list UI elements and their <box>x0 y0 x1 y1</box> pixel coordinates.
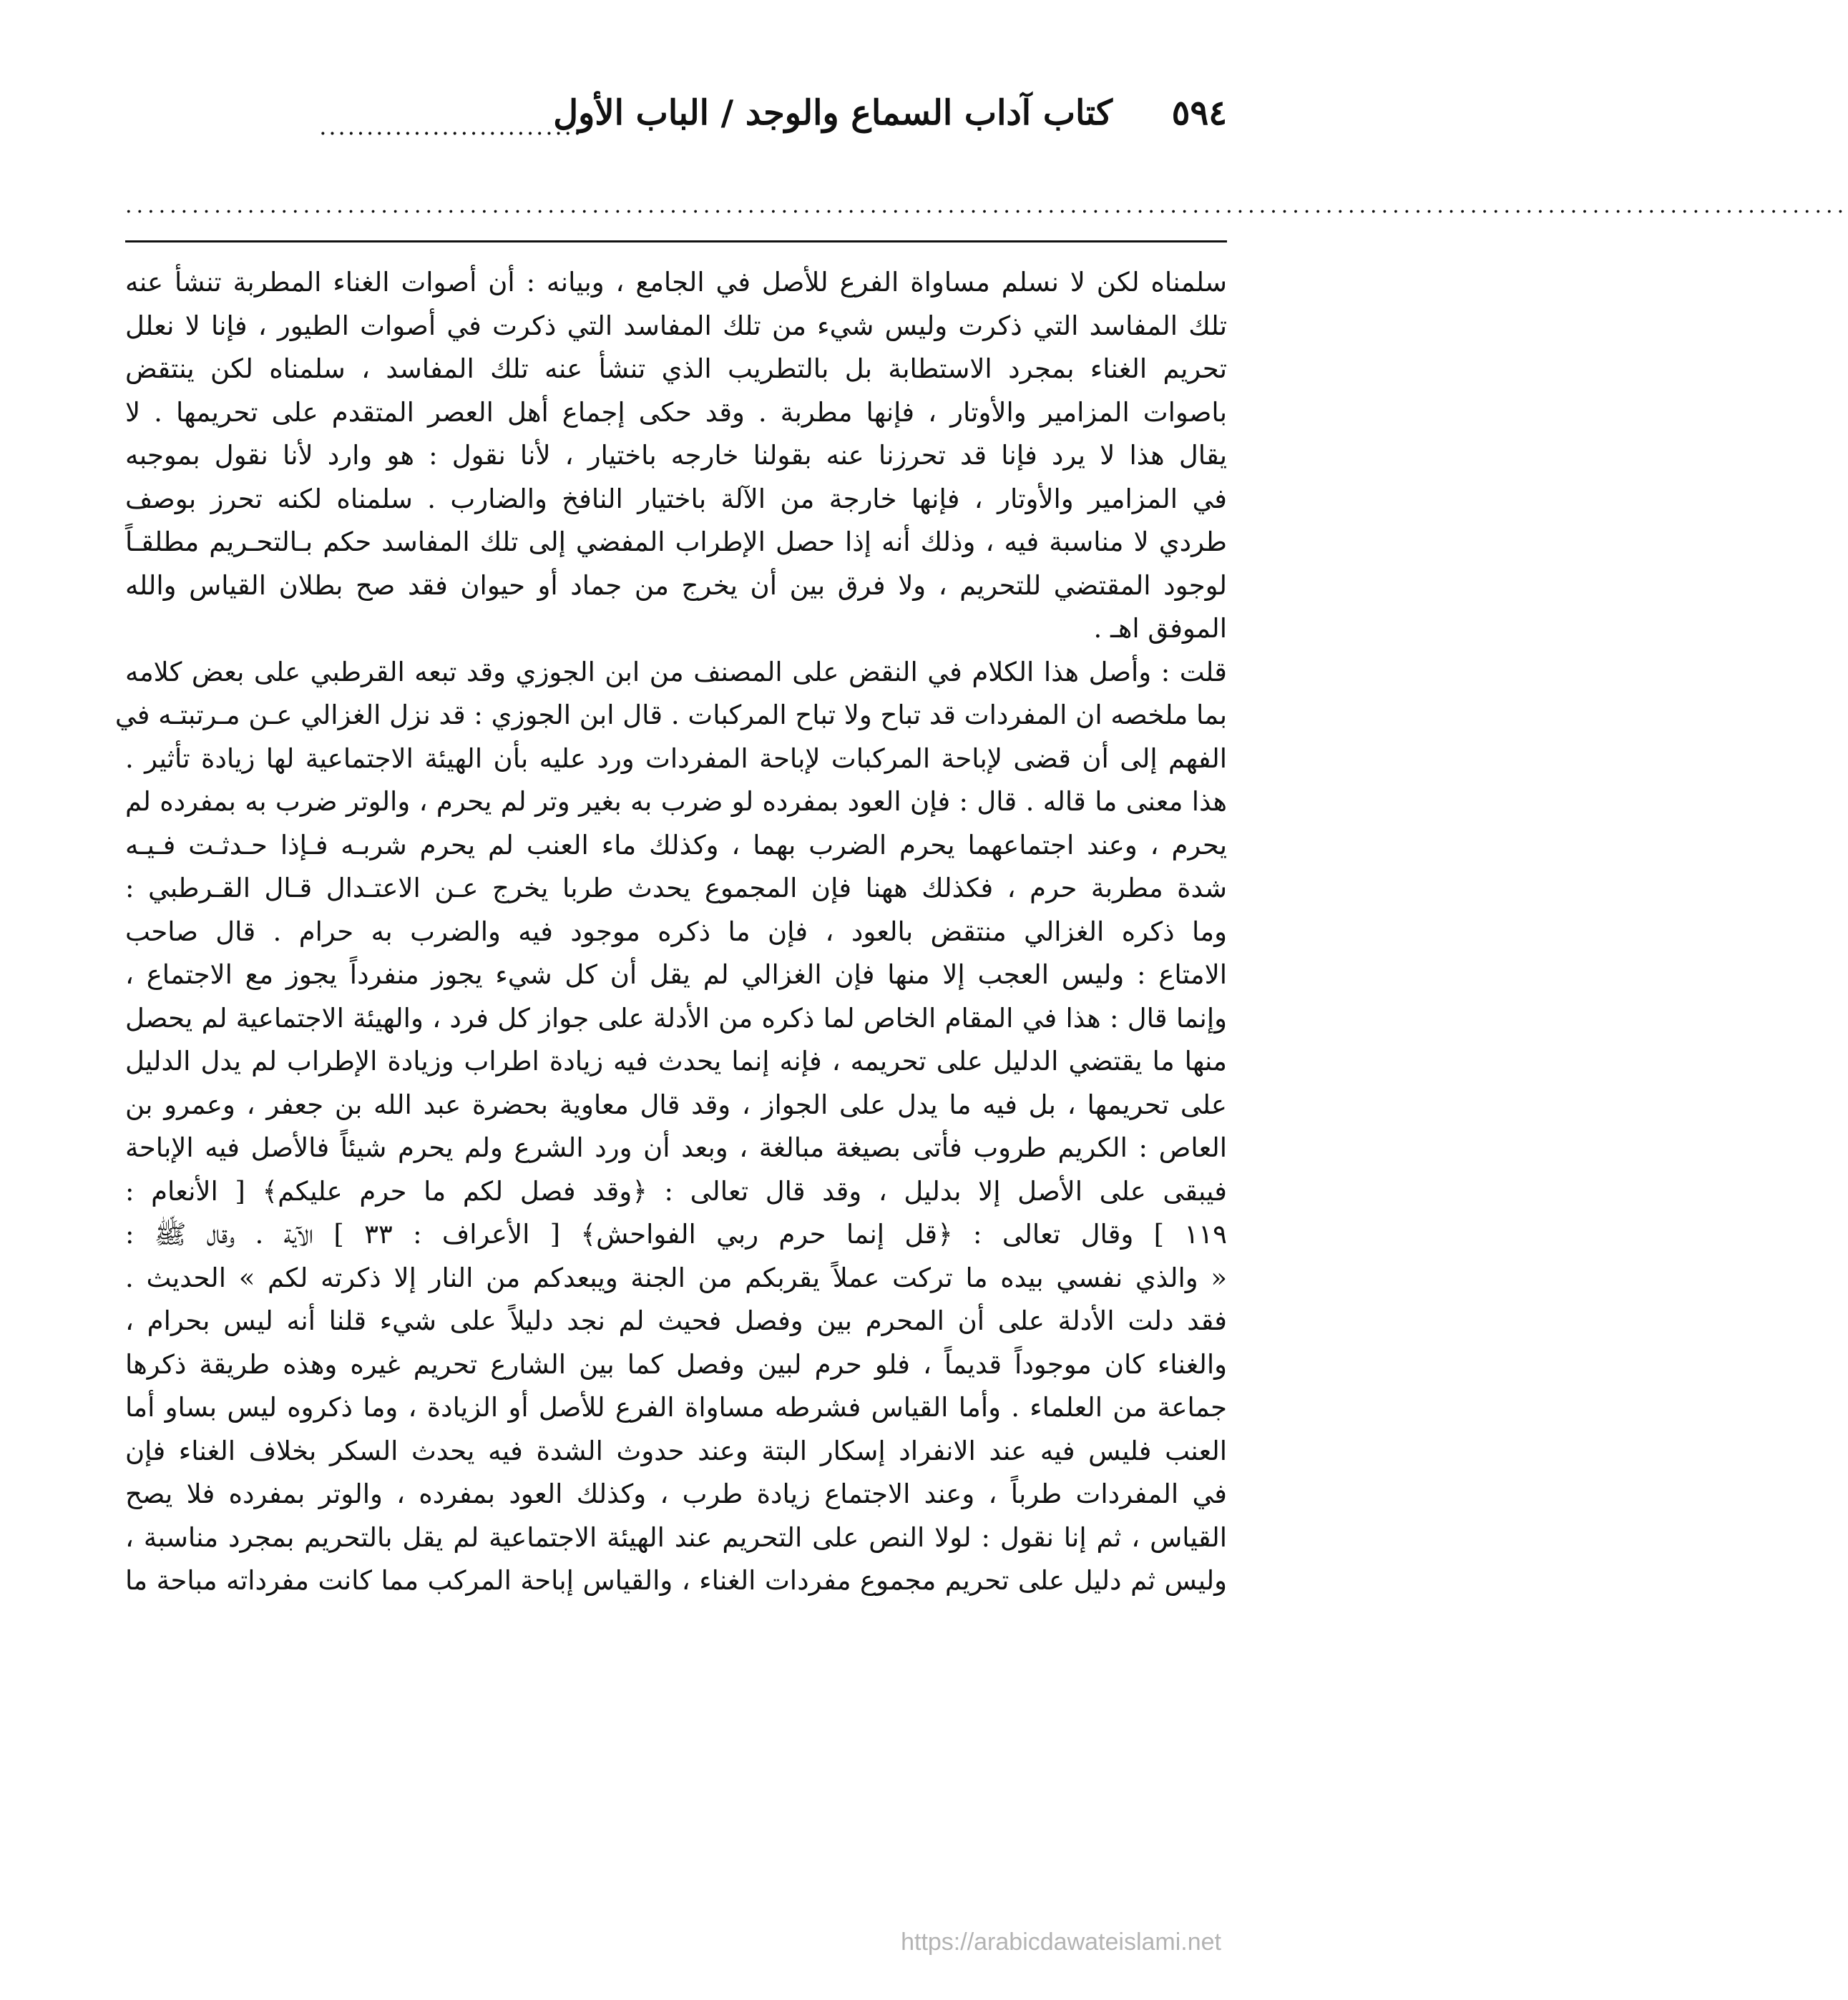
body-line: الامتاع : وليس العجب إلا منها فإن الغزالي لم يقل أن كل شيء يجوز منفرداً يجوز مع الاجتماع ، <box>125 959 1227 990</box>
body-line: طردي لا مناسبة فيه ، وذلك أنه إذا حصل الإطراب المفضي إلى تلك المفاسد حكم بـالتحـريم مطلقـاً <box>125 526 1227 557</box>
page-header <box>125 93 1227 157</box>
body-line: منها ما يقتضي الدليل على تحريمه ، فإنه إنما يحدث فيه زيادة اطراب وزيادة الإطراب لم يدل الدليل <box>125 1046 1227 1077</box>
body-line: وإنما قال : هذا في المقام الخاص لما ذكره من الأدلة على جواز كل فرد ، والهيئة الاجتماعية لم يحصل <box>125 1002 1227 1034</box>
body-line: على تحريمها ، بل فيه ما يدل على الجواز ، وقد قال معاوية بحضرة عبد الله بن جعفر ، وعمرو بن <box>125 1089 1227 1120</box>
body-line: شدة مطربة حرم ، فكذلك ههنا فإن المجموع يحدث طربا يخرج عـن الاعتـدال قـال القـرطبي : <box>125 873 1227 903</box>
body-line: ١١٩ ] وقال تعالى : ﴿قل إنما حرم ربي الفواحش﴾ [ الأعراف : ٣٣ ] الآية . وقال ﷺ : <box>125 1219 1227 1250</box>
body-line: وليس ثم دليل على تحريم مجموع مفردات الغناء ، والقياس إباحة المركب مما كانت مفرداته مباحة ما <box>125 1565 1227 1596</box>
source-watermark: https://arabicdawateislami.net <box>901 1928 1221 1956</box>
running-title: كتاب آداب السماع والوجد / الباب الأول <box>553 93 1113 133</box>
dotted-separator: ........................................................................................................................................................... <box>125 193 1848 218</box>
header-leader-dots: ............................ <box>319 113 583 140</box>
body-line: في المزامير والأوتار ، فإنها خارجة من الآلة باختيار النافخ والضارب . سلمناه لكنه تحرز بوصف <box>125 483 1227 514</box>
body-line: الفهم إلى أن قضى لإباحة المركبات لإباحة المفردات ورد عليه بأن الهيئة الاجتماعية لها زيادة تأثير . <box>125 742 1227 774</box>
body-line: وما ذكره الغزالي منتقض بالعود ، فإن ما ذكره موجود فيه والضرب به حرام . قال صاحب <box>125 916 1227 947</box>
body-line: يقال هذا لا يرد فإنا قد تحرزنا عنه بقولنا خارجه باختيار ، لأنا نقول : هو وارد لأنا نقول بموجبه <box>125 440 1227 471</box>
body-line: « والذي نفسي بيده ما تركت عملاً يقربكم من الجنة ويبعدكم من النار إلا ذكرته لكم » الحديث . <box>125 1262 1227 1293</box>
body-line: بما ملخصه ان المفردات قد تباح ولا تباح المركبات . قال ابن الجوزي : قد نزل الغزالي عـن مـرتبتـه في <box>114 700 1227 730</box>
body-line: العنب فليس فيه عند الانفراد إسكار البتة وعند حدوث الشدة فيه يحدث السكر بخلاف الغناء فإن <box>125 1435 1227 1466</box>
body-line: يحرم ، وعند اجتماعهما يحرم الضرب بهما ، وكذلك ماء العنب لم يحرم شربـه فـإذا حـدثـت فـيـه <box>125 829 1227 861</box>
body-line: هذا معنى ما قاله . قال : فإن العود بمفرده لو ضرب به بغير وتر لم يحرم ، والوتر ضرب به بمفرده لم <box>125 786 1227 817</box>
body-line: فيبقى على الأصل إلا بدليل ، وقد قال تعالى : ﴿وقد فصل لكم ما حرم عليكم﴾ [ الأنعام : <box>125 1175 1227 1207</box>
body-line: باصوات المزامير والأوتار ، فإنها مطربة . وقد حكى إجماع أهل العصر المتقدم على تحريمها . لا <box>125 396 1227 428</box>
body-line: والغناء كان موجوداً قديماً ، فلو حرم لبين وفصل كما بين الشارع تحريم غيره وهذه طريقة ذكرها <box>125 1348 1227 1380</box>
body-line: جماعة من العلماء . وأما القياس فشرطه مساواة الفرع للأصل أو الزيادة ، وما ذكروه ليس بساو أما <box>125 1392 1227 1423</box>
header-rule <box>125 240 1227 242</box>
body-line: سلمناه لكن لا نسلم مساواة الفرع للأصل في الجامع ، وبيانه : أن أصوات الغناء المطربة تنشأ عنه <box>125 267 1227 298</box>
page-number: ٥٩٤ <box>1171 93 1227 133</box>
body-line: فقد دلت الأدلة على أن المحرم بين وفصل فحيث لم نجد دليلاً على شيء قلنا أنه ليس بحرام ، <box>125 1305 1227 1336</box>
body-line: الموفق اهـ . <box>1093 613 1227 644</box>
body-line: تحريم الغناء بمجرد الاستطابة بل بالتطريب الذي تنشأ عنه تلك المفاسد ، سلمناه لكن ينتقض <box>125 353 1227 384</box>
body-line: لوجود المقتضي للتحريم ، ولا فرق بين أن يخرج من جماد أو حيوان فقد صح بطلان القياس والله <box>125 569 1227 601</box>
body-line: العاص : الكريم طروب فأتى بصيغة مبالغة ، وبعد أن ورد الشرع ولم يحرم شيئاً فالأصل فيه الإباحة <box>125 1132 1227 1163</box>
body-line: في المفردات طرباً ، وعند الاجتماع زيادة طرب ، وكذلك العود بمفرده ، والوتر بمفرده فلا يصح <box>125 1479 1227 1509</box>
body-line: تلك المفاسد التي ذكرت وليس شيء من تلك المفاسد التي ذكرت في أصوات الطيور ، فإنا لا نعلل <box>125 310 1227 341</box>
body-line: قلت : وأصل هذا الكلام في النقض على المصنف من ابن الجوزي وقد تبعه القرطبي على بعض كلامه <box>125 656 1227 687</box>
body-line: القياس ، ثم إنا نقول : لولا النص على التحريم عند الهيئة الاجتماعية لم يقل بالتحريم بمجرد مناسبة ، <box>125 1521 1227 1553</box>
page-body <box>114 261 1227 1603</box>
